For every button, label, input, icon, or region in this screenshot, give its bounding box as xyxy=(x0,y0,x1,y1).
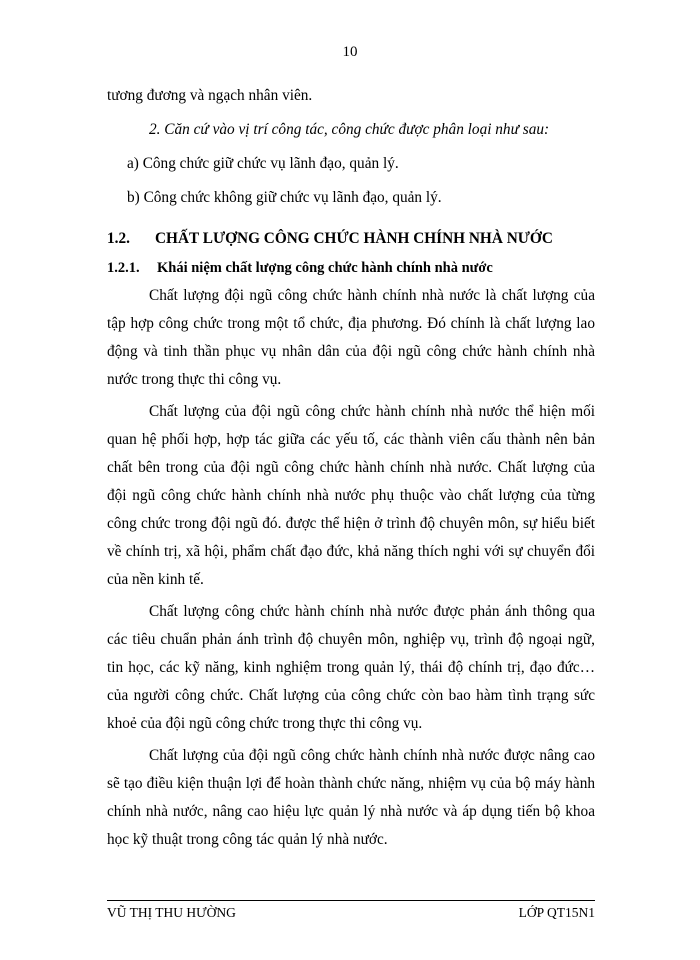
paragraph-1 xyxy=(107,282,595,394)
paragraph-line: chất bên trong của đội ngũ công chức hành chính nhà nước. Chất lượng của xyxy=(107,459,595,476)
paragraph-line: đội ngũ công chức hành chính nhà nước phụ thuộc vào chất lượng của từng xyxy=(107,487,595,504)
paragraph-line: sẽ tạo điều kiện thuận lợi để hoàn thành chức năng, nhiệm vụ của bộ máy hành xyxy=(107,775,595,792)
paragraph-line: chính nhà nước, nâng cao hiệu lực quản lý nhà nước và áp dụng tiến bộ khoa xyxy=(107,803,595,820)
paragraph-line: về chính trị, xã hội, phẩm chất đạo đức, khả năng thích nghi với sự chuyển đổi xyxy=(107,543,595,560)
paragraph-2 xyxy=(107,398,595,594)
text-line: tương đương và ngạch nhân viên. xyxy=(107,87,313,104)
section-title: CHẤT LƯỢNG CÔNG CHỨC HÀNH CHÍNH NHÀ NƯỚC xyxy=(155,230,553,247)
subsection-title: Khái niệm chất lượng công chức hành chính nhà nước xyxy=(157,260,493,276)
footer-class: LỚP QT15N1 xyxy=(518,905,595,920)
paragraph-line: tin học, các kỹ năng, kinh nghiệm trong quản lý, thái độ chính trị, đạo đức… xyxy=(107,659,595,676)
document-body xyxy=(107,82,595,854)
paragraph-line: Chất lượng của đội ngũ công chức hành chính nhà nước thể hiện mối xyxy=(149,403,595,420)
paragraph-line: tập hợp công chức trong một tổ chức, địa phương. Đó chính là chất lượng lao xyxy=(107,315,595,332)
paragraph-line: công chức trong đội ngũ đó. được thể hiện ở trình độ chuyên môn, sự hiểu biết xyxy=(107,515,595,532)
paragraph-line: Chất lượng đội ngũ công chức hành chính nhà nước là chất lượng của xyxy=(149,287,595,304)
paragraph-line: Chất lượng công chức hành chính nhà nước được phản ánh thông qua xyxy=(149,603,595,620)
paragraph-line: khoẻ của đội ngũ công chức trong thực thi công vụ. xyxy=(107,715,423,732)
footer-divider xyxy=(107,900,595,901)
paragraph-4 xyxy=(107,742,595,854)
footer-author: VŨ THỊ THU HƯỜNG xyxy=(107,905,236,920)
paragraph-line: nước trong thực thi công vụ. xyxy=(107,371,282,388)
paragraph-line: của nền kinh tế. xyxy=(107,571,204,588)
page-number: 10 xyxy=(342,44,358,60)
classification-intro: 2. Căn cứ vào vị trí công tác, công chức được phân loại như sau: xyxy=(149,121,550,138)
subsection-heading xyxy=(107,254,595,282)
paragraph-line: động và tinh thần phục vụ nhân dân của đội ngũ công chức hành chính nhà xyxy=(107,343,595,360)
paragraph-3 xyxy=(107,598,595,738)
paragraph-line: học kỹ thuật trong công tác quản lý nhà nước. xyxy=(107,831,388,848)
paragraph-line: các tiêu chuẩn phản ánh trình độ chuyên môn, nghiệp vụ, trình độ ngoại ngữ, xyxy=(107,631,595,648)
paragraph-line: Chất lượng của đội ngũ công chức hành chính nhà nước được nâng cao xyxy=(149,747,595,764)
section-number: 1.2. xyxy=(107,230,130,247)
section-heading xyxy=(107,224,595,254)
paragraph-line: quan hệ phối hợp, hợp tác giữa các yếu tố, các thành viên cấu thành nên bản xyxy=(107,431,595,448)
list-item-a: a) Công chức giữ chức vụ lãnh đạo, quản lý. xyxy=(127,155,399,172)
subsection-number: 1.2.1. xyxy=(107,260,140,276)
list-item-b: b) Công chức không giữ chức vụ lãnh đạo, quản lý. xyxy=(127,189,442,206)
paragraph-line: của người công chức. Chất lượng của công chức còn bao hàm tình trạng sức xyxy=(107,687,595,704)
